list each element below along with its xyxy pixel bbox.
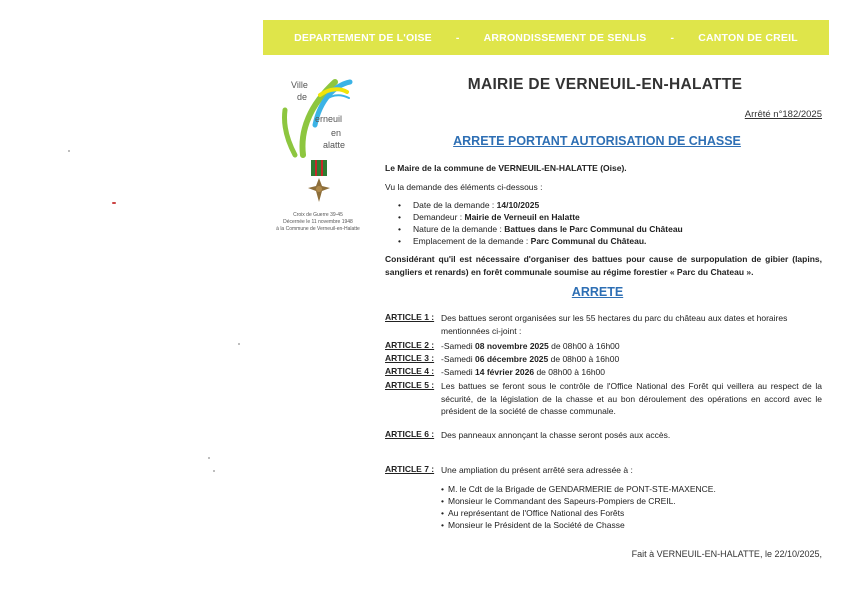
article-prefix: -Samedi [441, 354, 476, 364]
article-text: Les battues se feront sous le contrôle de l'Office National des Forêt qui veillera au respect de la sécurité, de la législation de la chasse et au bon déroulement des opérations en accord avec le président de la société de chasse communale. [441, 381, 822, 416]
article-prefix: -Samedi [441, 341, 476, 351]
intro-maire: Le Maire de la commune de VERNEUIL-EN-HALATTE (Oise). [385, 163, 627, 173]
document-title: ARRETE PORTANT AUTORISATION DE CHASSE [453, 134, 741, 148]
banner-arrondissement: ARRONDISSEMENT DE SENLIS [483, 31, 647, 44]
intro-vu: Vu la demande des éléments ci-dessous : [385, 182, 543, 192]
article-label: ARTICLE 4 : [385, 366, 435, 376]
request-label: Date de la demande : [413, 200, 497, 210]
arrete-heading: ARRETE [571, 285, 624, 299]
article-6 [385, 429, 822, 441]
article-text [441, 353, 619, 366]
signature-line: Fait à VERNEUIL-EN-HALATTE, le 22/10/2025, [631, 549, 822, 559]
request-item [398, 224, 683, 234]
banner-separator: - [670, 31, 675, 44]
request-value: Battues dans le Parc Communal du Château [504, 224, 683, 234]
article-4 [385, 366, 822, 378]
article-suffix: de 08h00 à 16h00 [548, 354, 620, 364]
article-label: ARTICLE 3 : [385, 353, 435, 363]
request-item [398, 236, 646, 246]
article-date: 14 février 2026 [475, 367, 535, 377]
article-5 [385, 380, 822, 420]
article-label: ARTICLE 2 : [385, 340, 435, 350]
article-text: Des panneaux annonçant la chasse seront posés aux accès. [441, 430, 671, 440]
scan-speck [208, 457, 210, 459]
request-value: Mairie de Verneuil en Halatte [464, 212, 580, 222]
article-7 [385, 464, 822, 476]
medal-caption-line: Décernée le 11 novembre 1948 [283, 219, 353, 225]
request-label: Nature de la demande : [413, 224, 505, 234]
article-label: ARTICLE 6 : [385, 429, 435, 439]
scan-speck [213, 470, 215, 472]
medal-icon [307, 160, 331, 206]
scan-speck [238, 343, 240, 345]
request-item [398, 200, 539, 210]
article-text [441, 340, 620, 353]
request-item [398, 212, 580, 222]
article-suffix: de 08h00 à 16h00 [534, 367, 605, 377]
request-label: Emplacement de la demande : [413, 236, 531, 246]
recipient-item: • Monsieur le Président de la Société de Chasse [441, 520, 625, 530]
medal-caption-line: à la Commune de Verneuil-en-Halatte [276, 226, 360, 232]
scan-speck [112, 202, 116, 204]
article-text [441, 366, 605, 379]
logo-text: alatte [323, 140, 346, 150]
article-label: ARTICLE 5 : [385, 380, 435, 390]
banner-separator: - [455, 31, 460, 44]
logo-text: erneuil [315, 114, 343, 124]
article-label: ARTICLE 1 : [385, 312, 435, 322]
recipient-item: • M. le Cdt de la Brigade de GENDARMERIE de PONT-STE-MAXENCE. [441, 484, 716, 494]
croix-de-guerre-medal [307, 160, 331, 206]
recipient-item: • Au représentant de l'Office National des Forêts [441, 508, 624, 518]
article-suffix: de 08h00 à 16h00 [548, 341, 620, 351]
request-value: 14/10/2025 [496, 200, 540, 210]
article-2 [385, 340, 822, 352]
logo-text: Ville [291, 80, 308, 90]
header-banner [263, 20, 829, 55]
recipient-item: • Monsieur le Commandant des Sapeurs-Pompiers de CREIL. [441, 496, 676, 506]
banner-departement: DEPARTEMENT DE L'OISE [294, 31, 432, 44]
request-value: Parc Communal du Château. [530, 236, 647, 246]
banner-canton: CANTON DE CREIL [698, 31, 798, 44]
request-label: Demandeur : [413, 212, 465, 222]
article-prefix: -Samedi [441, 367, 476, 377]
scan-speck [68, 150, 70, 152]
logo-text: en [331, 128, 342, 138]
arrete-number: Arrêté n°182/2025 [744, 109, 822, 120]
considerant-paragraph: Considérant qu'il est nécessaire d'organiser des battues pour cause de surpopulation de gibier (lapins, sangliers et renards) en forêt communale soumise au régime forestier « Parc du Chateau ». [385, 254, 822, 277]
article-3 [385, 353, 822, 365]
logo-text: de [297, 92, 308, 102]
medal-caption-line: Croix de Guerre 39-45 [293, 212, 343, 218]
article-date: 08 novembre 2025 [475, 341, 549, 351]
town-logo [275, 70, 355, 160]
article-date: 06 décembre 2025 [475, 354, 549, 364]
mairie-title: MAIRIE DE VERNEUIL-EN-HALATTE [467, 76, 743, 93]
medal-caption [268, 212, 368, 233]
article-1 [385, 312, 822, 338]
article-text: Des battues seront organisées sur les 55 hectares du parc du château aux dates et horaires mentionnées ci-joint : [441, 313, 788, 336]
article-label: ARTICLE 7 : [385, 464, 435, 474]
article-text: Une ampliation du présent arrêté sera adressée à : [441, 465, 633, 475]
